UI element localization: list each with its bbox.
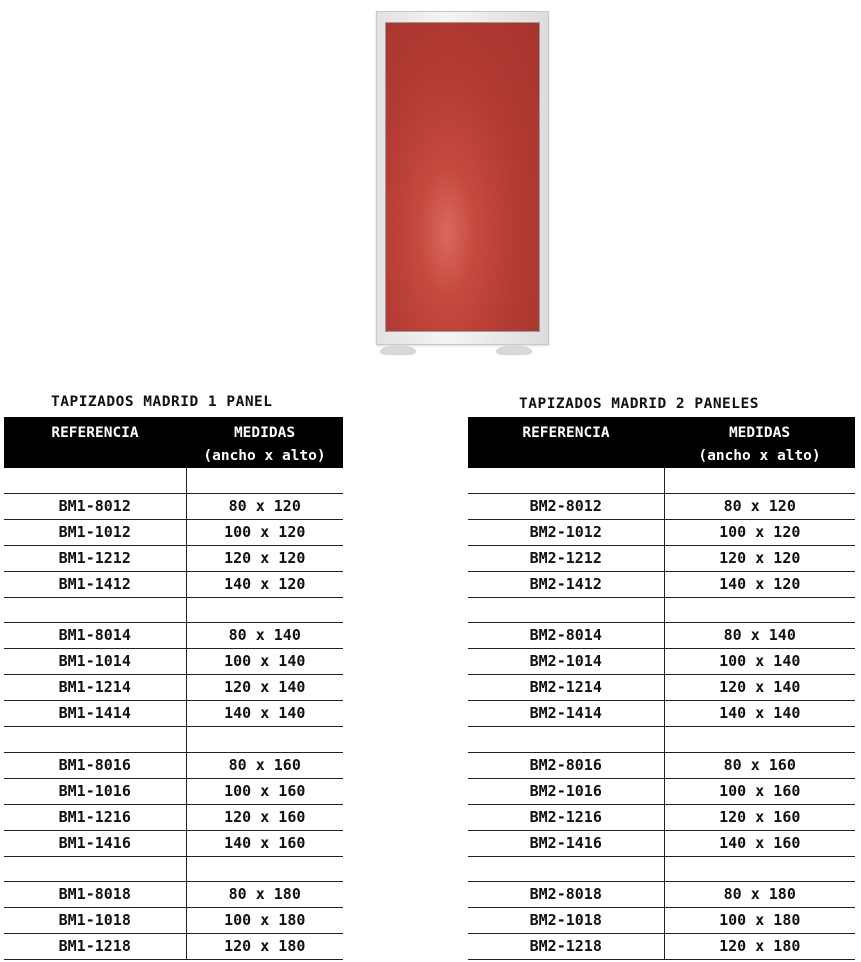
table2-title: TAPIZADOS MADRID 2 PANELES <box>519 396 759 412</box>
panel-foot-left <box>380 345 416 354</box>
cell-medidas: 80 x 140 <box>186 623 343 649</box>
table2-header-medidas: MEDIDAS (ancho x alto) <box>664 417 855 468</box>
cell-medidas: 120 x 140 <box>664 675 855 701</box>
cell-medidas: 140 x 120 <box>186 571 343 597</box>
cell-medidas: 120 x 180 <box>186 934 343 960</box>
table-madrid-1-panel <box>4 417 343 960</box>
table-row <box>4 804 343 830</box>
table-row <box>468 804 855 830</box>
table-row <box>4 908 343 934</box>
cell-referencia: BM1-1412 <box>4 571 186 597</box>
cell-referencia: BM2-1014 <box>468 649 664 675</box>
table-row <box>468 519 855 545</box>
cell-medidas <box>186 727 343 753</box>
cell-medidas: 120 x 160 <box>664 804 855 830</box>
table-row <box>4 752 343 778</box>
cell-referencia: BM1-1018 <box>4 908 186 934</box>
cell-medidas: 100 x 160 <box>186 778 343 804</box>
table-row <box>468 830 855 856</box>
table-row <box>4 830 343 856</box>
cell-referencia: BM2-8012 <box>468 493 664 519</box>
cell-medidas: 140 x 140 <box>186 701 343 727</box>
table-row <box>468 545 855 571</box>
cell-referencia: BM1-1218 <box>4 934 186 960</box>
cell-medidas: 80 x 160 <box>664 752 855 778</box>
cell-referencia: BM1-1414 <box>4 701 186 727</box>
table-row-blank <box>468 856 855 882</box>
table-row <box>468 701 855 727</box>
table1-header-medidas: MEDIDAS (ancho x alto) <box>186 417 343 468</box>
cell-medidas: 80 x 180 <box>664 882 855 908</box>
upholstered-panel <box>385 22 540 332</box>
table-row-blank <box>468 468 855 493</box>
cell-medidas: 80 x 160 <box>186 752 343 778</box>
cell-referencia: BM1-8018 <box>4 882 186 908</box>
cell-referencia: BM2-1216 <box>468 804 664 830</box>
panel-frame <box>376 11 549 345</box>
cell-medidas: 100 x 120 <box>664 519 855 545</box>
cell-medidas <box>664 856 855 882</box>
table-row <box>468 493 855 519</box>
cell-medidas: 120 x 180 <box>664 934 855 960</box>
cell-referencia: BM1-1214 <box>4 675 186 701</box>
cell-medidas: 80 x 120 <box>664 493 855 519</box>
cell-referencia: BM2-8018 <box>468 882 664 908</box>
table2-header-row <box>468 417 855 468</box>
table-row <box>468 934 855 960</box>
table-row <box>468 752 855 778</box>
cell-referencia: BM2-1212 <box>468 545 664 571</box>
cell-referencia: BM1-1416 <box>4 830 186 856</box>
table1-header-referencia: REFERENCIA <box>4 417 186 468</box>
cell-medidas <box>664 597 855 623</box>
cell-referencia: BM1-1014 <box>4 649 186 675</box>
cell-medidas: 100 x 120 <box>186 519 343 545</box>
table-row <box>4 623 343 649</box>
panel-foot-right <box>496 345 532 354</box>
cell-referencia: BM1-1212 <box>4 545 186 571</box>
cell-medidas <box>664 468 855 493</box>
cell-medidas: 140 x 160 <box>186 830 343 856</box>
cell-medidas <box>186 468 343 493</box>
cell-referencia: BM1-8016 <box>4 752 186 778</box>
cell-medidas: 100 x 180 <box>664 908 855 934</box>
table-row <box>468 623 855 649</box>
cell-medidas: 120 x 140 <box>186 675 343 701</box>
table-row <box>4 778 343 804</box>
cell-medidas: 100 x 180 <box>186 908 343 934</box>
cell-referencia: BM1-8014 <box>4 623 186 649</box>
cell-medidas: 80 x 140 <box>664 623 855 649</box>
cell-medidas: 140 x 120 <box>664 571 855 597</box>
cell-medidas: 120 x 120 <box>186 545 343 571</box>
cell-medidas <box>186 597 343 623</box>
cell-referencia: BM1-1016 <box>4 778 186 804</box>
cell-referencia <box>468 856 664 882</box>
table-row-blank <box>468 727 855 753</box>
cell-medidas: 100 x 140 <box>664 649 855 675</box>
cell-referencia: BM2-8014 <box>468 623 664 649</box>
table-row <box>4 493 343 519</box>
table-row <box>468 649 855 675</box>
table-row <box>4 649 343 675</box>
cell-referencia <box>4 468 186 493</box>
table1-title: TAPIZADOS MADRID 1 PANEL <box>51 394 273 410</box>
cell-medidas <box>186 856 343 882</box>
cell-referencia: BM2-1412 <box>468 571 664 597</box>
table-row <box>4 882 343 908</box>
cell-referencia <box>4 597 186 623</box>
cell-referencia: BM2-1018 <box>468 908 664 934</box>
table-madrid-2-paneles <box>468 417 855 960</box>
table-row <box>4 701 343 727</box>
cell-referencia <box>468 468 664 493</box>
table1-header-row <box>4 417 343 468</box>
table-row-blank <box>4 727 343 753</box>
table-row-blank <box>4 856 343 882</box>
table-row <box>4 934 343 960</box>
cell-referencia: BM2-8016 <box>468 752 664 778</box>
cell-referencia: BM2-1214 <box>468 675 664 701</box>
table-row <box>4 571 343 597</box>
cell-referencia: BM2-1414 <box>468 701 664 727</box>
table-row <box>4 545 343 571</box>
table-row <box>4 675 343 701</box>
cell-referencia <box>468 727 664 753</box>
cell-referencia: BM1-1216 <box>4 804 186 830</box>
cell-medidas: 100 x 140 <box>186 649 343 675</box>
cell-referencia: BM2-1012 <box>468 519 664 545</box>
cell-referencia <box>4 727 186 753</box>
table2-header-referencia: REFERENCIA <box>468 417 664 468</box>
cell-referencia <box>468 597 664 623</box>
cell-medidas: 80 x 120 <box>186 493 343 519</box>
cell-referencia: BM2-1016 <box>468 778 664 804</box>
cell-referencia: BM1-8012 <box>4 493 186 519</box>
cell-medidas <box>664 727 855 753</box>
table-row <box>468 908 855 934</box>
cell-medidas: 120 x 120 <box>664 545 855 571</box>
product-image-madrid-panel <box>362 8 558 354</box>
table-row <box>468 675 855 701</box>
cell-medidas: 120 x 160 <box>186 804 343 830</box>
cell-medidas: 140 x 140 <box>664 701 855 727</box>
cell-medidas: 140 x 160 <box>664 830 855 856</box>
table-row-blank <box>4 468 343 493</box>
cell-medidas: 80 x 180 <box>186 882 343 908</box>
cell-medidas: 100 x 160 <box>664 778 855 804</box>
cell-referencia <box>4 856 186 882</box>
table-row-blank <box>4 597 343 623</box>
cell-referencia: BM2-1416 <box>468 830 664 856</box>
table-row <box>468 882 855 908</box>
table-row <box>4 519 343 545</box>
table-row <box>468 571 855 597</box>
table-row <box>468 778 855 804</box>
cell-referencia: BM2-1218 <box>468 934 664 960</box>
cell-referencia: BM1-1012 <box>4 519 186 545</box>
table-row-blank <box>468 597 855 623</box>
